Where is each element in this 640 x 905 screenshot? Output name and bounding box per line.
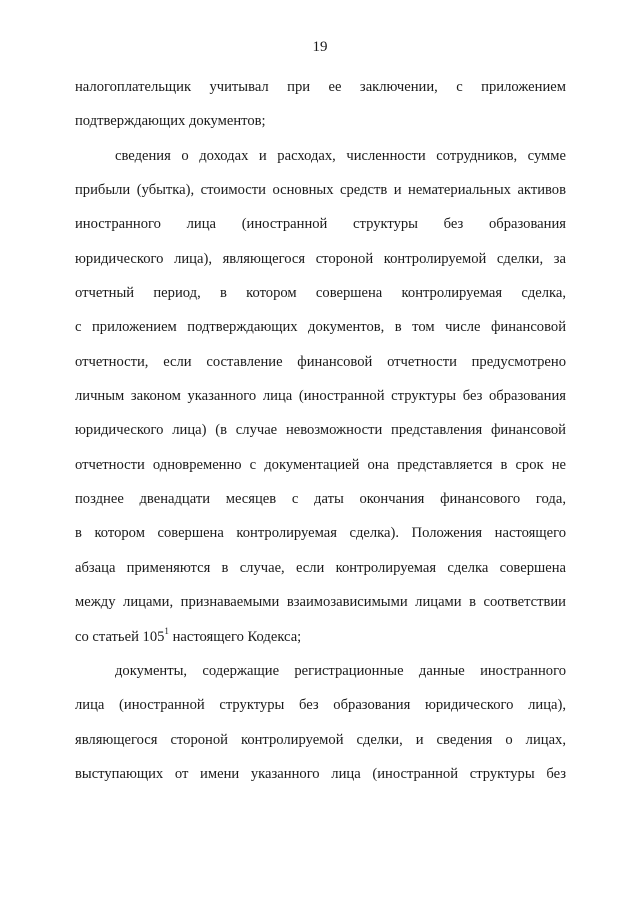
text-line: налогоплательщик учитывал при ее заключении, с приложением <box>75 79 566 95</box>
text-line: личным законом указанного лица (иностранной структуры без образования <box>75 388 566 405</box>
text-line: подтверждающих документов; <box>75 113 266 130</box>
text-line: юридического лица) (в случае невозможности представления финансовой <box>75 422 566 439</box>
text-line: прибыли (убытка), стоимости основных средств и нематериальных активов <box>75 182 566 199</box>
text-line: между лицами, признаваемыми взаимозависимыми лицами в соответствии <box>75 594 566 611</box>
text-line: документы, содержащие регистрационные данные иностранного <box>115 662 566 679</box>
text-line: являющегося стороной контролируемой сделки, и сведения о лицах, <box>75 731 566 748</box>
text-line: отчетности, если составление финансовой отчетности предусмотрено <box>75 353 566 370</box>
page-number: 19 <box>312 39 328 55</box>
text-line <box>75 626 566 660</box>
text-line: с приложением подтверждающих документов, в том числе финансовой <box>75 319 566 336</box>
body-text <box>75 76 566 797</box>
text-line: выступающих от имени указанного лица (иностранной структуры без <box>75 765 566 782</box>
text-line: абзаца применяются в случае, если контролируемая сделка совершена <box>75 559 566 576</box>
text-segment: со статьей 105 <box>75 628 165 645</box>
text-line: в котором совершена контролируемая сделка). Положения настоящего <box>75 525 566 542</box>
text-line: лица (иностранной структуры без образования юридического лица), <box>75 697 566 714</box>
text-line: позднее двенадцати месяцев с даты окончания финансового года, <box>75 491 566 508</box>
text-line: отчетный период, в котором совершена контролируемая сделка, <box>75 285 566 302</box>
superscript: 1 <box>164 625 169 636</box>
text-line: юридического лица), являющегося стороной контролируемой сделки, за <box>75 250 566 267</box>
text-line: сведения о доходах и расходах, численности сотрудников, сумме <box>115 147 566 164</box>
text-line: иностранного лица (иностранной структуры без образования <box>75 216 566 233</box>
text-segment: настоящего Кодекса; <box>168 628 302 645</box>
text-line: отчетности одновременно с документацией она представляется в срок не <box>75 456 566 473</box>
